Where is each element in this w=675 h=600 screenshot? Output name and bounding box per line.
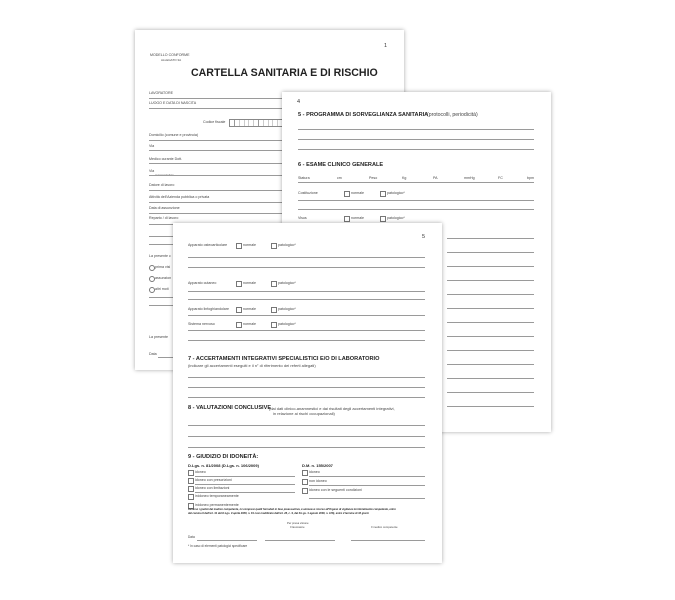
presente-footer: La presente [149,335,168,339]
field-line [149,98,294,99]
signature-label: Il medico competente [371,524,398,529]
field-line [149,175,294,176]
judgment-checkbox[interactable] [302,479,308,485]
section-7-title: 7 - ACCERTAMENTI INTEGRATIVI SPECIALISTICI E/O DI LABORATORIO [188,356,380,362]
exam-line [447,378,534,379]
section-line [188,447,425,448]
field-label: Domicilio (comune e provincia) [149,133,199,137]
numero-label: numero telefono [155,174,174,177]
exam-line [298,200,534,201]
patologico-label: patologico* [278,322,296,326]
patologico-checkbox[interactable] [271,322,277,328]
field-label: Medico curante Dott. [149,157,183,161]
field-label: Reparto / di lavoro [149,216,179,220]
field-label: Codice fiscale [203,120,226,124]
patologico-checkbox[interactable] [380,191,386,197]
exam-line [298,209,534,210]
section-5-title: 5 - PROGRAMMA DI SORVEGLIANZA SANITARIA [298,112,429,118]
option-label: assunzion [155,275,172,280]
section-8-title: 8 - VALUTAZIONI CONCLUSIVE [188,405,272,411]
judgment-checkbox[interactable] [188,478,194,484]
section-line [188,425,425,426]
vital-line [298,182,534,183]
law-right-label: D.M. n. 155/2007 [302,463,333,468]
date-label: Data [149,352,157,356]
option-label: altri moti [155,286,169,291]
section-line [298,129,534,130]
exam-line [188,267,425,268]
exam-line [188,291,425,292]
page-number: 1 [384,43,388,49]
normale-label: normale [351,191,364,195]
signature-line [265,540,335,541]
section-8-subtitle: in relazione ai rischi occupazionali) [273,411,335,416]
section-5-subtitle: (protocolli, periodicità) [427,112,478,118]
exam-row-label: Visus [298,216,307,220]
section-line [188,377,425,378]
section-line [298,139,534,140]
page-number: 5 [422,234,426,240]
normale-label: normale [243,281,256,285]
exam-line [447,294,534,295]
field-line [149,150,294,151]
normale-label: normale [351,216,364,220]
judgment-line [309,498,425,499]
field-line [149,140,294,141]
exam-line [447,280,534,281]
judgment-label: idoneo [195,470,206,474]
section-6-title: 6 - ESAME CLINICO GENERALE [298,162,384,168]
field-label: LAVORATORE [149,91,173,95]
vital-label: Peso [369,176,378,180]
signature-line [351,540,425,541]
normale-checkbox[interactable] [344,216,350,222]
exam-line [188,299,425,300]
field-label: Attività dell'Azienda pubblica o privata [149,195,210,199]
field-label: Via [149,169,155,173]
section-line [188,387,425,388]
judgment-label: non idoneo [309,479,327,483]
field-line [149,163,294,164]
judgment-label: idoneo [309,470,320,474]
vital-unit: mmHg [464,176,475,180]
section-9-title: 9 - GIUDIZIO DI IDONEITÀ: [188,454,259,460]
exam-line [188,257,425,258]
footnote: * In caso di elementi patologici specificare [188,544,248,548]
field-line [149,108,294,109]
exam-row-label: Apparato linfoghiandolare [188,307,229,311]
appeal-note: Avverso i giudizi del medico competente, ivi compresi quelli formulati in fase preassuntiva, è ammesso ricorso all'Organo di vigilanza territorialmente competente, entro [188,508,396,511]
patologico-checkbox[interactable] [380,216,386,222]
judgment-label: idoneo con le seguenti condizioni [309,488,362,492]
normale-label: normale [243,322,256,326]
exam-line [447,364,534,365]
normale-checkbox[interactable] [236,281,242,287]
option-label: prima visi [155,264,171,269]
exam-line [188,315,425,316]
exam-line [447,322,534,323]
judgment-label: inidoneo permanentemente [195,503,239,507]
page-number: 4 [297,99,301,105]
normale-checkbox[interactable] [236,322,242,328]
field-label: Via [149,144,155,148]
field-line [149,213,294,214]
exam-line [447,252,534,253]
field-label: LUOGO E DATA DI NASCITA [149,101,197,105]
appeal-note: del comma 9 dell'art. 41 del D.Lgs. 9 aprile 2008, n. 81 così modificato dall'art. 26, c. 9, del D.Lgs. 3 agosto 2009, n. 106), entro il termine di 30 giorni [188,512,369,515]
field-label: Datore di lavoro [149,183,175,187]
normale-checkbox[interactable] [344,191,350,197]
normale-checkbox[interactable] [236,307,242,313]
judgment-line [195,492,295,493]
section-line [188,397,425,398]
vital-label: FC [498,176,503,180]
patologico-label: patologico* [278,243,296,247]
patologico-label: patologico* [278,281,296,285]
exam-line [447,336,534,337]
patologico-label: patologico* [278,307,296,311]
vital-unit: cm [337,176,342,180]
document-title: CARTELLA SANITARIA E DI RISCHIO [191,67,378,79]
judgment-line [309,485,425,486]
exam-row-label: Apparato osteoarticolare [188,243,228,247]
normale-checkbox[interactable] [236,243,242,249]
signature-label: Il lavoratore [290,524,305,529]
vital-unit: bpm [527,176,534,180]
judgment-checkbox[interactable] [188,486,194,492]
exam-line [447,238,534,239]
exam-line [447,350,534,351]
judgment-line [195,484,295,485]
exam-row-label: Apparato cutaneo [188,281,217,285]
judgment-checkbox[interactable] [188,494,194,500]
model-label: MODELLO CONFORME [150,53,190,57]
judgment-checkbox[interactable] [302,470,308,476]
exam-row-label: Costituzione [298,191,318,195]
law-left-label: D.Lgs. n. 81/2008 (D.Lgs. n. 106/2009) [188,463,259,468]
patologico-label: patologico* [387,191,405,195]
section-8-subtitle: (dai dati clinico-anamnestici e dai risultati degli accertamenti integrativi, [269,406,395,411]
page-5 [173,223,442,563]
judgment-checkbox[interactable] [188,470,194,476]
presente-intro: La presente c [149,254,171,258]
patologico-checkbox[interactable] [271,243,277,249]
exam-line [188,340,425,341]
signature-label: Per presa visione [287,521,309,525]
normale-label: normale [243,243,256,247]
judgment-checkbox[interactable] [302,488,308,494]
vital-unit: Kg [402,176,407,180]
exam-line [447,392,534,393]
exam-line [188,330,425,331]
normale-label: normale [243,307,256,311]
date-label: Data [188,535,195,539]
codice-fiscale-boxes[interactable] [229,119,283,127]
patologico-label: patologico* [387,216,405,220]
field-label: Data di assunzione [149,206,180,210]
section-line [188,436,425,437]
vital-label: Statura [298,176,310,180]
judgment-line [195,476,295,477]
date-line [197,540,257,541]
judgment-label: inidoneo temporaneamente [195,494,239,498]
exam-line [447,266,534,267]
exam-line [447,406,534,407]
field-line [149,190,294,191]
patologico-checkbox[interactable] [271,307,277,313]
exam-line [447,308,534,309]
section-7-subtitle: (indicare gli accertamenti eseguiti e il n° di riferimento dei referti allegati) [188,363,316,368]
exam-row-label: Sistema nervoso [188,322,215,326]
patologico-checkbox[interactable] [271,281,277,287]
judgment-label: idoneo con prescrizioni [195,478,232,482]
section-line [298,149,534,150]
vital-label: PA [433,176,438,180]
field-line [149,202,294,203]
judgment-label: idoneo con limitazioni [195,486,230,490]
allegato-label: ALLEGATO 3A [161,57,182,62]
judgment-line [309,476,425,477]
